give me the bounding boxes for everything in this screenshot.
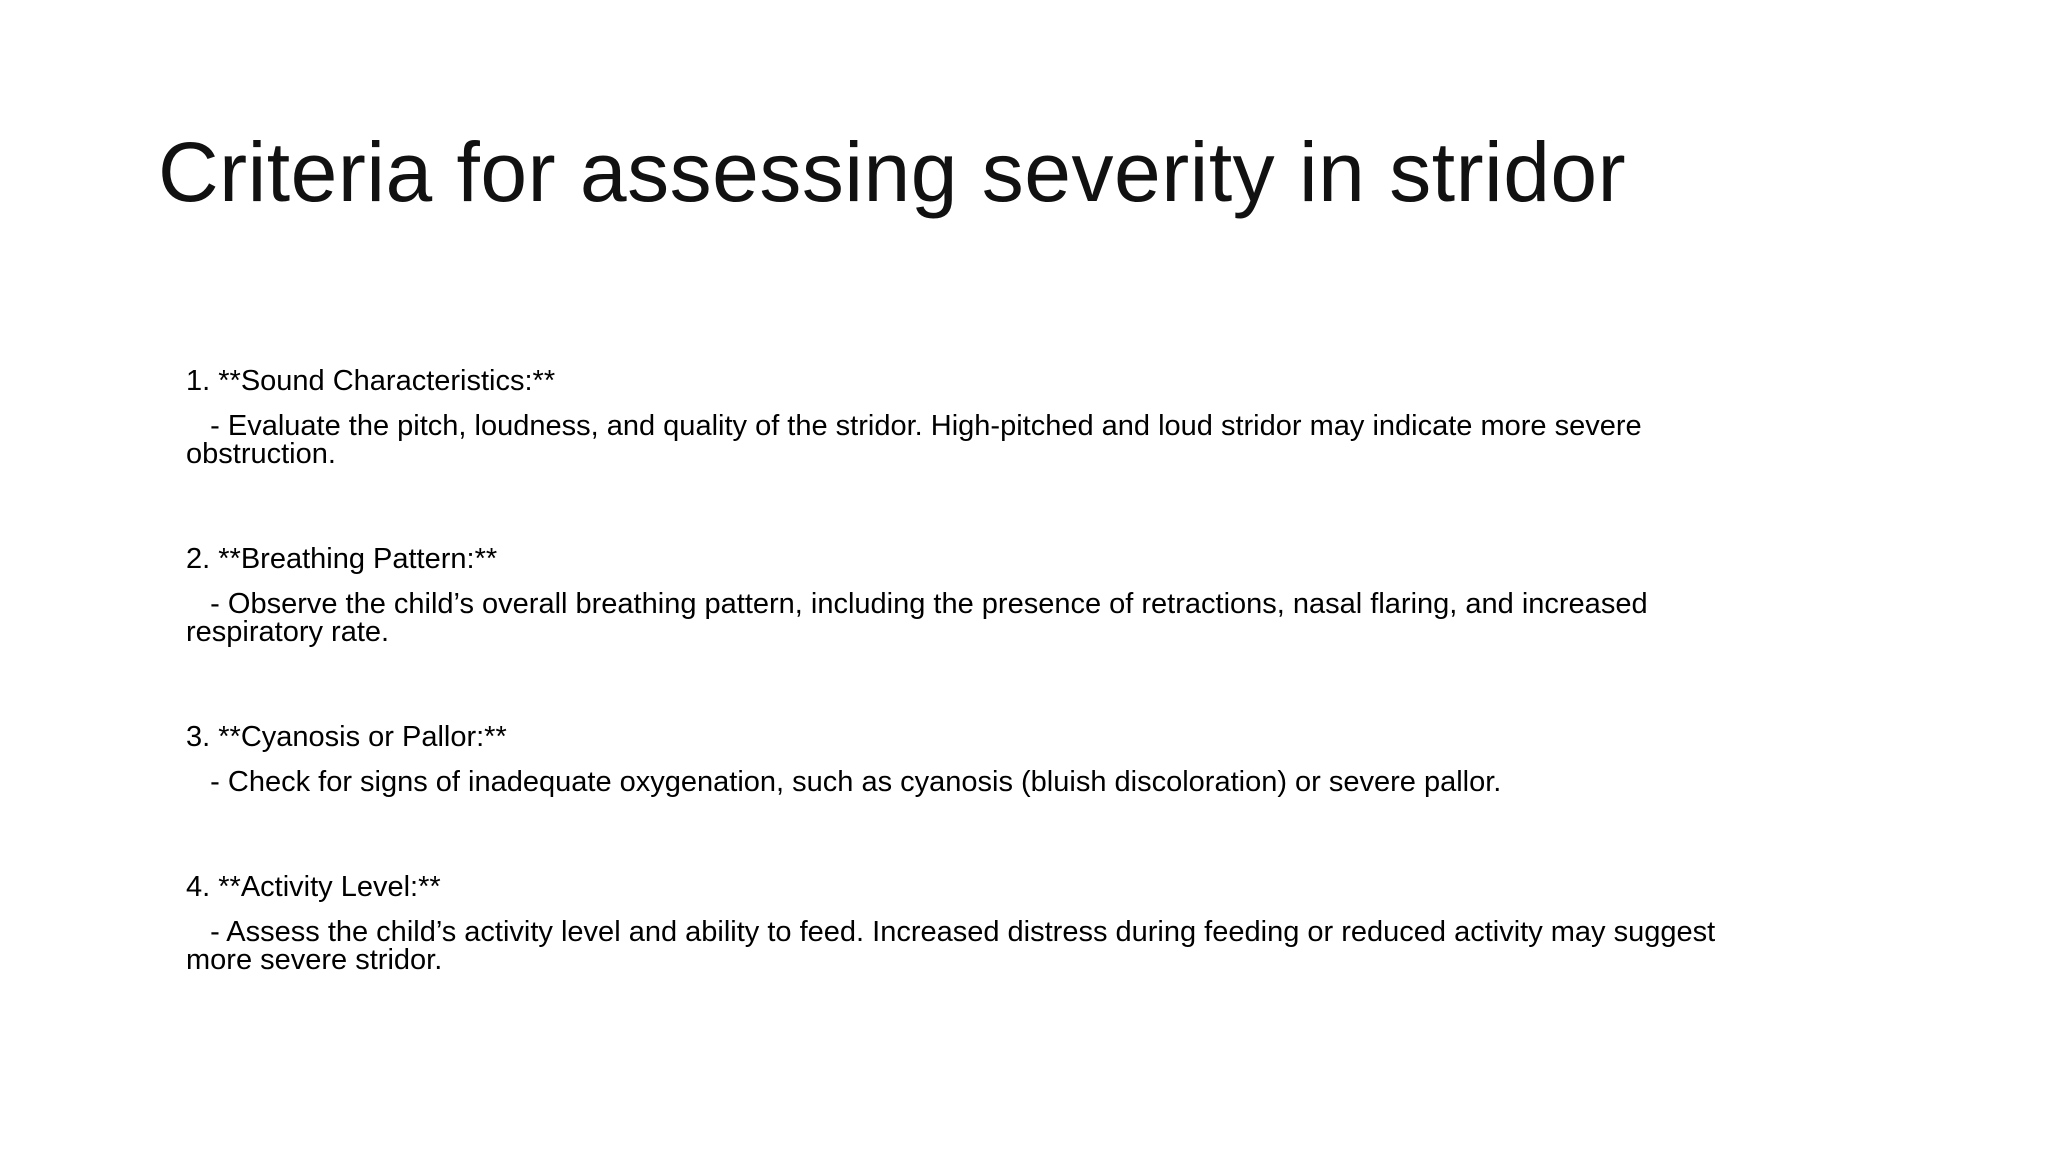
criterion-breathing-pattern xyxy=(186,540,1866,646)
criterion-heading: 4. **Activity Level:** xyxy=(186,871,441,903)
criterion-heading: 2. **Breathing Pattern:** xyxy=(186,543,498,575)
criteria-list xyxy=(186,362,1866,1046)
criterion-cyanosis-or-pallor xyxy=(186,718,1866,796)
criterion-detail: - Assess the child’s activity level and ability to feed. Increased distress during feeding or reduced activity may suggest more severe stridor. xyxy=(186,916,1716,976)
criterion-detail: - Observe the child’s overall breathing pattern, including the presence of retractions, nasal flaring, and increased respiratory rate. xyxy=(186,588,1648,648)
criterion-detail: - Check for signs of inadequate oxygenation, such as cyanosis (bluish discoloration) or severe pallor. xyxy=(186,766,1502,798)
criterion-heading: 1. **Sound Characteristics:** xyxy=(186,365,556,397)
slide-title: Criteria for assessing severity in stridor xyxy=(158,125,1627,219)
criterion-detail: - Evaluate the pitch, loudness, and quality of the stridor. High-pitched and loud stridor may indicate more severe obstruction. xyxy=(186,410,1642,470)
criterion-heading: 3. **Cyanosis or Pallor:** xyxy=(186,721,507,753)
criterion-sound-characteristics xyxy=(186,362,1866,468)
criterion-activity-level xyxy=(186,868,1866,974)
